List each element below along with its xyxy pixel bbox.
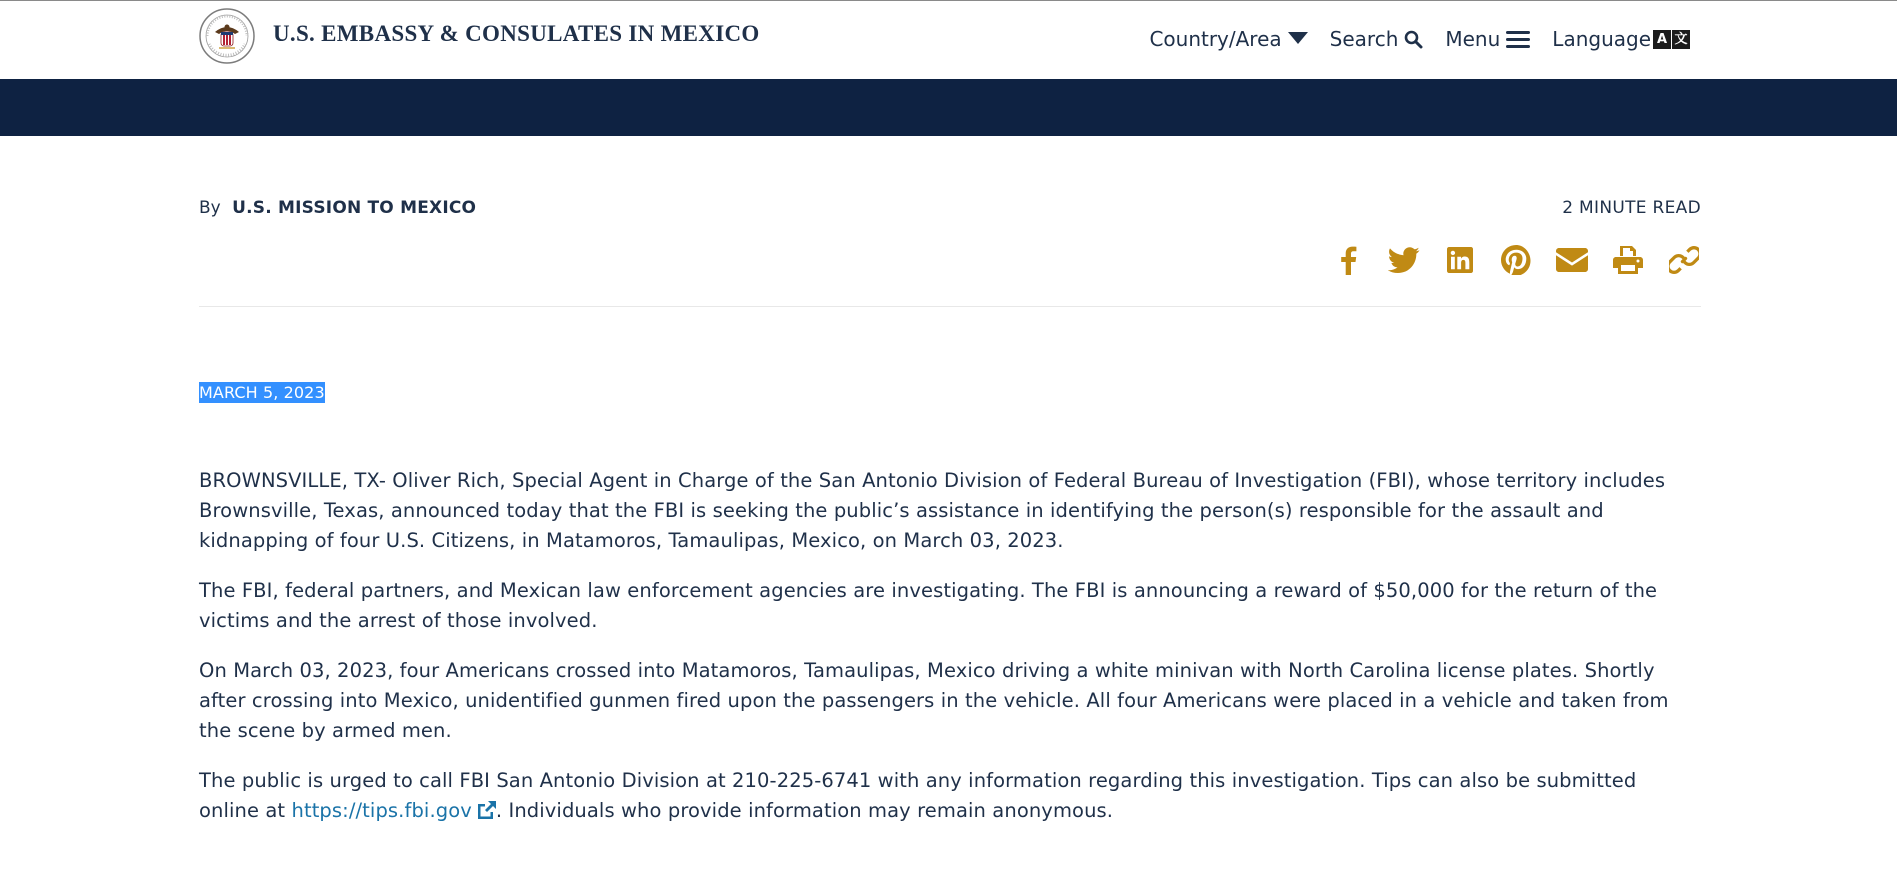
read-time: 2 MINUTE READ: [1562, 198, 1701, 218]
hamburger-icon: [1506, 30, 1530, 49]
site-brand[interactable]: [199, 8, 760, 64]
search-label: Search: [1329, 27, 1399, 51]
external-link-icon: [478, 801, 496, 819]
country-area-label: Country/Area: [1149, 27, 1282, 51]
language-label: Language: [1552, 27, 1651, 51]
byline-label: By: [199, 198, 221, 218]
author-link[interactable]: U.S. MISSION TO MEXICO: [232, 198, 477, 218]
language-button[interactable]: [1552, 27, 1690, 51]
link-icon[interactable]: [1667, 243, 1701, 277]
paragraph-3: On March 03, 2023, four Americans crossed into Matamoros, Tamaulipas, Mexico driving a white minivan with North Carolina license plates. Shortly after crossing into Mexico, unidentified gunmen fired upon the passengers in the vehicle. All four Americans were placed in a vehicle and taken from the scene by armed men.: [199, 659, 1669, 742]
pinterest-icon[interactable]: [1499, 243, 1533, 277]
caret-down-icon: [1288, 32, 1308, 45]
embassy-seal-icon: [199, 8, 255, 64]
tips-text-before: The public is urged to call FBI San Antonio Division at 210-225-6741 with any information regarding this investigation. Tips can also be submitted online at: [199, 769, 1637, 822]
facebook-icon[interactable]: [1331, 243, 1365, 277]
tips-text-after: . Individuals who provide information may remain anonymous.: [495, 799, 1114, 822]
tips-link[interactable]: [291, 799, 495, 822]
language-icon: [1653, 30, 1690, 49]
paragraph-2: The FBI, federal partners, and Mexican law enforcement agencies are investigating. The FBI is announcing a reward of $50,000 for the return of the victims and the arrest of those involved.: [199, 579, 1658, 632]
linkedin-icon[interactable]: [1443, 243, 1477, 277]
article-date: MARCH 5, 2023: [199, 383, 325, 402]
share-bar: [1309, 243, 1701, 277]
site-header: [0, 1, 1897, 79]
paragraph-4: [199, 766, 1701, 826]
language-badge-latin: A: [1653, 30, 1671, 49]
tips-link-text: https://tips.fbi.gov: [291, 799, 472, 822]
search-button[interactable]: [1330, 27, 1424, 51]
page-banner: [0, 79, 1897, 136]
twitter-icon[interactable]: [1387, 243, 1421, 277]
print-icon[interactable]: [1611, 243, 1645, 277]
byline-divider: [199, 306, 1701, 307]
menu-label: Menu: [1445, 27, 1501, 51]
email-icon[interactable]: [1555, 243, 1589, 277]
country-area-dropdown[interactable]: [1149, 27, 1307, 51]
article-body: [199, 466, 1701, 846]
menu-button[interactable]: [1445, 27, 1530, 51]
search-icon: [1404, 30, 1423, 49]
site-title: U.S. EMBASSY & CONSULATES IN MEXICO: [273, 21, 760, 46]
top-navigation: [1149, 27, 1690, 51]
paragraph-1: BROWNSVILLE, TX- Oliver Rich, Special Agent in Charge of the San Antonio Division of Federal Bureau of Investigation (FBI), whose territory includes Brownsville, Texas, announced today that the FBI is seeking the public’s assistance in identifying the person(s) responsible for the assault and kidnapping of four U.S. Citizens, in Matamoros, Tamaulipas, Mexico, on March 03, 2023.: [199, 469, 1666, 552]
byline: [199, 198, 476, 218]
language-badge-cjk: 文: [1672, 30, 1690, 49]
